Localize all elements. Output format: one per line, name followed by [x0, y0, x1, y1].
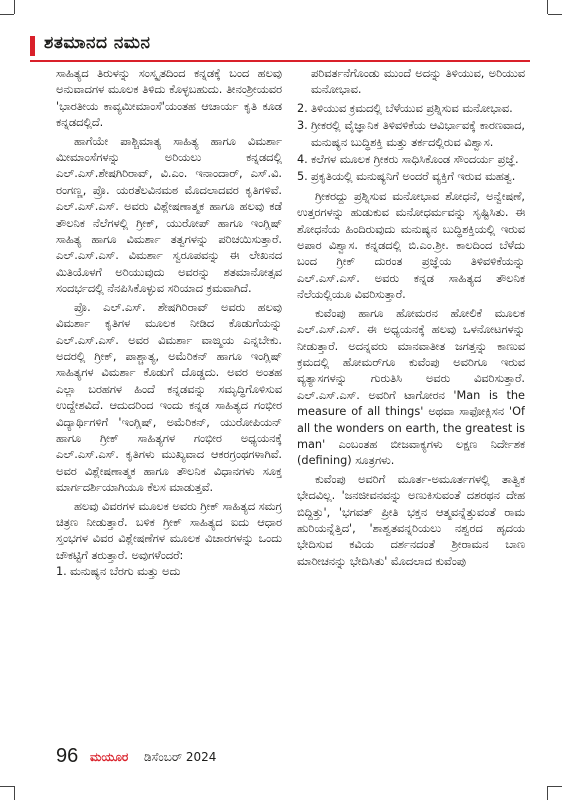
crop-mark — [548, 786, 562, 787]
list-number: 5. — [297, 170, 308, 184]
list-number: 4. — [297, 153, 308, 167]
crop-mark — [547, 0, 548, 14]
paragraph: ಗ್ರೀಕರದ್ದು ಪ್ರಶ್ನಿಸುವ ಮನೋಭಾವ ಶೋಧನೆ, ಅನ್ವೇಷಣೆ, ಉತ್ತರಗಳನ್ನು ಹುಡುಕುವ ಮನೋಧರ್ಮವನ್ನು ಸೃಷ್ಟಿಸಿತು. ಈ ಶೋಧನೆಯ ಹಿಂದಿರುವುದು ಮನುಷ್ಯನ ಬುದ್ಧಿಶಕ್ತಿಯಲ್ಲಿ ಇರುವ ಅಪಾರ ವಿಶ್ವಾಸ. ಕನ್ನಡದಲ್ಲಿ ಬಿ.ಎಂ.ಶ್ರೀ. ಕಾಲದಿಂದ ಬೆಳೆದು ಬಂದ ಗ್ರೀಕ್ ದುರಂತ ಪ್ರಜ್ಞೆಯ ತಿಳಿವಳಿಕೆಯನ್ನು ಎಲ್.ಎಸ್.ಎಸ್. ಅವರು ಕನ್ನಡ ಸಾಹಿತ್ಯದ ತೌಲನಿಕ ನೆಲೆಯಲ್ಲಿಯೂ ವಿವರಿಸುತ್ತಾರೆ. — [297, 189, 525, 302]
page-footer — [56, 745, 356, 773]
left-column — [56, 66, 282, 740]
header-rule — [30, 60, 530, 62]
list-text: ಪ್ರಕೃತಿಯಲ್ಲಿ ಮನುಷ್ಯನಿಗೆ ಅಂದರೆ ವ್ಯಕ್ತಿಗೆ ಇರುವ ಮಹತ್ವ. — [311, 170, 516, 184]
section-title: ಶತಮಾನದ ನಮನ — [44, 33, 151, 53]
crop-mark — [548, 14, 562, 15]
right-column — [297, 66, 525, 740]
section-header — [30, 31, 530, 59]
paragraph: ಕುವೆಂಪು ಹಾಗೂ ಹೋಮರನ ಹೋಲಿಕೆ ಮೂಲಕ ಎಲ್.ಎಸ್.ಎಸ್. ಈ ಅಧ್ಯಯನಕ್ಕೆ ಹಲವು ಒಳನೋಟಗಳನ್ನು ನೀಡುತ್ತಾರೆ. ಅದನ್ನವರು ಮಾನವಾತೀತ ಜಗತ್ತನ್ನು ಕಾಣುವ ಕ್ರಮದಲ್ಲಿ ಹೋಮರ್‌ಗೂ ಕುವೆಂಪು ಅವರಿಗೂ ಇರುವ ವ್ಯತ್ಯಾಸಗಳನ್ನು ಗುರುತಿಸಿ ಅವರು ವಿವರಿಸುತ್ತಾರೆ. ಎಲ್.ಎಸ್.ಎಸ್. ಅವರಿಗೆ ಟಾಗೋರನ 'Man is the measure of all things' ಅಥವಾ ಸಾಫೋಕ್ಲಿಸನ 'Of all the wonders on earth, the greatest is man' ಎಂಬಂತಹ ಬೀಜವಾಕ್ಯಗಳು ಲಕ್ಷಣ ನಿರ್ದೇಶಕ (defining) ಸೂತ್ರಗಳು. — [297, 306, 525, 468]
list-item — [297, 152, 525, 168]
paragraph: ಸಾಹಿತ್ಯದ ತಿರುಳನ್ನು ಸಂಸ್ಕೃತದಿಂದ ಕನ್ನಡಕ್ಕೆ ಬಂದ ಹಲವು ಅನುವಾದಗಳ ಮೂಲಕ ತಿಳಿದು ಕೊಳ್ಳಬಹುದು. ತೀನಂಶ್ರೀಯವರ 'ಭಾರತೀಯ ಕಾವ್ಯಮೀಮಾಂಸೆ'ಯಂತಹ ಆಚಾರ್ಯ ಕೃತಿ ಕೂಡ ಕನ್ನಡದಲ್ಲಿದೆ. — [56, 67, 282, 130]
magazine-logo: ಮಯೂರ — [90, 750, 129, 764]
list-item — [56, 564, 282, 580]
paragraph: ಹಾಗೆಯೇ ಪಾಶ್ಚಿಮಾತ್ಯ ಸಾಹಿತ್ಯ ಹಾಗೂ ವಿಮರ್ಶಾ ಮೀಮಾಂಸೆಗಳನ್ನು ಅರಿಯಲು ಕನ್ನಡದಲ್ಲಿ ಎಲ್.ಎಸ್.ಶೇಷಗಿರಿರಾವ್, ವಿ.ಎಂ. ಇನಾಂದಾರ್, ಎಸ್.ವಿ. ರಂಗಣ್ಣ, ಪ್ರೊ. ಯರತೆಲವಿನಮಠ ಮೊದಲಾದವರ ಕೃತಿಗಳಿವೆ. ಎಲ್.ಎಸ್.ಎಸ್. ಅವರು ವಿಶ್ಲೇಷಣಾತ್ಮಕ ಹಾಗೂ ಹಲವು ಕಡೆ ತೌಲನಿಕ ನೆಲೆಗಳಲ್ಲಿ ಗ್ರೀಕ್, ಯುರೋಪ್ ಹಾಗೂ ಇಂಗ್ಲಿಷ್ ಸಾಹಿತ್ಯ ಹಾಗೂ ವಿಮರ್ಶಾ ತತ್ವಗಳನ್ನು ಪರಿಚಯಿಸುತ್ತಾರೆ. ಎಲ್.ಎಸ್.ಎಸ್. ವಿಮರ್ಶಾ ಸ್ವರೂಪವನ್ನು ಈ ಲೇಖನದ ಮಿತಿಯೊಳಗೆ ಅರಿಯುವುದು ಅವರನ್ನು ಶತಮಾನೋತ್ಸವ ಸಂದರ್ಭದಲ್ಲಿ ನೆನಪಿಸಿಕೊಳ್ಳುವ ಸರಿಯಾದ ಕ್ರಮವಾಗಿದೆ. — [56, 134, 282, 296]
paragraph: ಹಲವು ವಿವರಗಳ ಮೂಲಕ ಅವರು ಗ್ರೀಕ್ ಸಾಹಿತ್ಯದ ಸಮಗ್ರ ಚಿತ್ರಣ ನೀಡುತ್ತಾರೆ. ಬಳಿಕ ಗ್ರೀಕ್ ಸಾಹಿತ್ಯದ ಐದು ಆಧಾರ ಸ್ತಂಭಗಳ ವಿವರ ವಿಶ್ಲೇಷಣೆಗಳ ಮೂಲಕ ವಿಚಾರಗಳನ್ನು ಒಂದು ಚೌಕಟ್ಟಿಗೆ ತರುತ್ತಾರೆ. ಅವುಗಳೆಂದರೆ: — [56, 499, 282, 562]
list-item — [297, 101, 525, 117]
list-number: 3. — [297, 119, 308, 133]
crop-mark — [547, 786, 548, 800]
list-number: 1. — [56, 565, 67, 579]
pillars-list-start — [56, 564, 282, 580]
issue-date: ಡಿಸೆಂಬರ್ 2024 — [144, 750, 217, 764]
crop-mark — [14, 0, 15, 14]
list-continuation: ಪರಿವರ್ತನೆಗೊಂಡು ಮುಂದೆ ಅದನ್ನು ತಿಳಿಯುವ, ಅರಿಯುವ ಮನೋಭಾವ. — [311, 67, 525, 97]
crop-mark — [0, 14, 14, 15]
list-text: ಮನುಷ್ಯನ ಬೆರಗು ಮತ್ತು ಅದು — [70, 565, 181, 579]
paragraph: ಪ್ರೊ. ಎಲ್.ಎಸ್. ಶೇಷಗಿರಿರಾವ್ ಅವರು ಹಲವು ವಿಮರ್ಶಾ ಕೃತಿಗಳ ಮೂಲಕ ನೀಡಿದ ಕೊಡುಗೆಯನ್ನು ಎಲ್.ಎಸ್.ಎಸ್. ಅವರ ವಿಮರ್ಶಾ ವಾಙ್ಮಯ ಎನ್ನಬೇಕು. ಅದರಲ್ಲಿ ಗ್ರೀಕ್, ಪಾಶ್ಚಾತ್ಯ, ಅಮೆರಿಕನ್ ಹಾಗೂ ಇಂಗ್ಲಿಷ್ ಸಾಹಿತ್ಯಗಳ ವಿಮರ್ಶಾ ಕೊಡುಗೆ ದೊಡ್ಡದು. ಅವರ ಅಂತಹ ಎಲ್ಲಾ ಬರಹಗಳ ಹಿಂದೆ ಕನ್ನಡವನ್ನು ಸಮೃದ್ಧಿಗೊಳಿಸುವ ಉದ್ದೇಶವಿದೆ. ಆದುದರಿಂದ ಇಂದು ಕನ್ನಡ ಸಾಹಿತ್ಯದ ಗಂಭೀರ ವಿದ್ಯಾರ್ಥಿಗಳಿಗೆ 'ಇಂಗ್ಲಿಷ್, ಅಮೆರಿಕನ್, ಯುರೋಪಿಯನ್ ಹಾಗೂ ಗ್ರೀಕ್ ಸಾಹಿತ್ಯಗಳ ಗಂಭೀರ ಅಧ್ಯಯನಕ್ಕೆ ಎಲ್.ಎಸ್.ಎಸ್. ಕೃತಿಗಳು ಮುಖ್ಯವಾದ ಆಕರಗ್ರಂಥಗಳಾಗಿವೆ. ಅವರ ವಿಶ್ಲೇಷಣಾತ್ಮಕ ಹಾಗೂ ತೌಲನಿಕ ವಿಧಾನಗಳು ಸೂಕ್ತ ಮಾರ್ಗದರ್ಶಿಯಾಗಿಯೂ ಕೆಲಸ ಮಾಡುತ್ತವೆ. — [56, 300, 282, 495]
pillars-list — [297, 101, 525, 186]
list-text: ಗ್ರೀಕರಲ್ಲಿ ವೈಜ್ಞಾನಿಕ ತಿಳಿವಳಿಕೆಯ ಆವಿರ್ಭಾವಕ್ಕೆ ಕಾರಣವಾದ, ಮನುಷ್ಯನ ಬುದ್ಧಿಶಕ್ತಿ ಮತ್ತು ತರ್ಕದಲ್ಲಿರುವ ವಿಶ್ವಾಸ. — [311, 119, 525, 149]
page-number: 96 — [56, 745, 79, 767]
list-item — [297, 169, 525, 185]
crop-mark — [0, 786, 14, 787]
list-text: ತಿಳಿಯುವ ಕ್ರಮದಲ್ಲಿ ಬೆಳೆಯುವ ಪ್ರಶ್ನಿಸುವ ಮನೋಭಾವ. — [311, 101, 513, 115]
paragraph: ಕುವೆಂಪು ಅವರಿಗೆ ಮೂರ್ತ-ಅಮೂರ್ತಗಳಲ್ಲಿ ತಾತ್ವಿಕ ಭೇದವಿಲ್ಲ. 'ಜನಜೀವನವನ್ನು ಅಣುಕಿಸುವಂತೆ ದಶರಥನ ದೇಹ ಬಿದ್ದಿತ್ತು', 'ಭಗವತ್ ಪ್ರೀತಿ ಭಕ್ತನ ಆತ್ಮವನ್ನೆತ್ತುವಂತೆ ರಾಮ ಹುರಿಯನ್ನೆತ್ತಿದ', 'ಶಾಶ್ವತವನ್ನರಿಯಲು ನಶ್ವರದ ಹೃದಯ ಭೇದಿಸುವ ಕವಿಯ ದರ್ಶನದಂತೆ ಶ್ರೀರಾಮನ ಬಾಣ ಮಾರೀಚನನ್ನು ಭೇದಿಸಿತು' ಮೊದಲಾದ ಕುವೆಂಪು — [297, 472, 525, 568]
header-accent-bar — [30, 36, 35, 56]
crop-mark — [14, 786, 15, 800]
list-number: 2. — [297, 101, 308, 115]
list-item — [297, 118, 525, 151]
list-text: ಕಲೆಗಳ ಮೂಲಕ ಗ್ರೀಕರು ಸಾಧಿಸಿಕೊಂಡ ಸೌಂದರ್ಯ ಪ್ರಜ್ಞೆ. — [311, 153, 519, 167]
